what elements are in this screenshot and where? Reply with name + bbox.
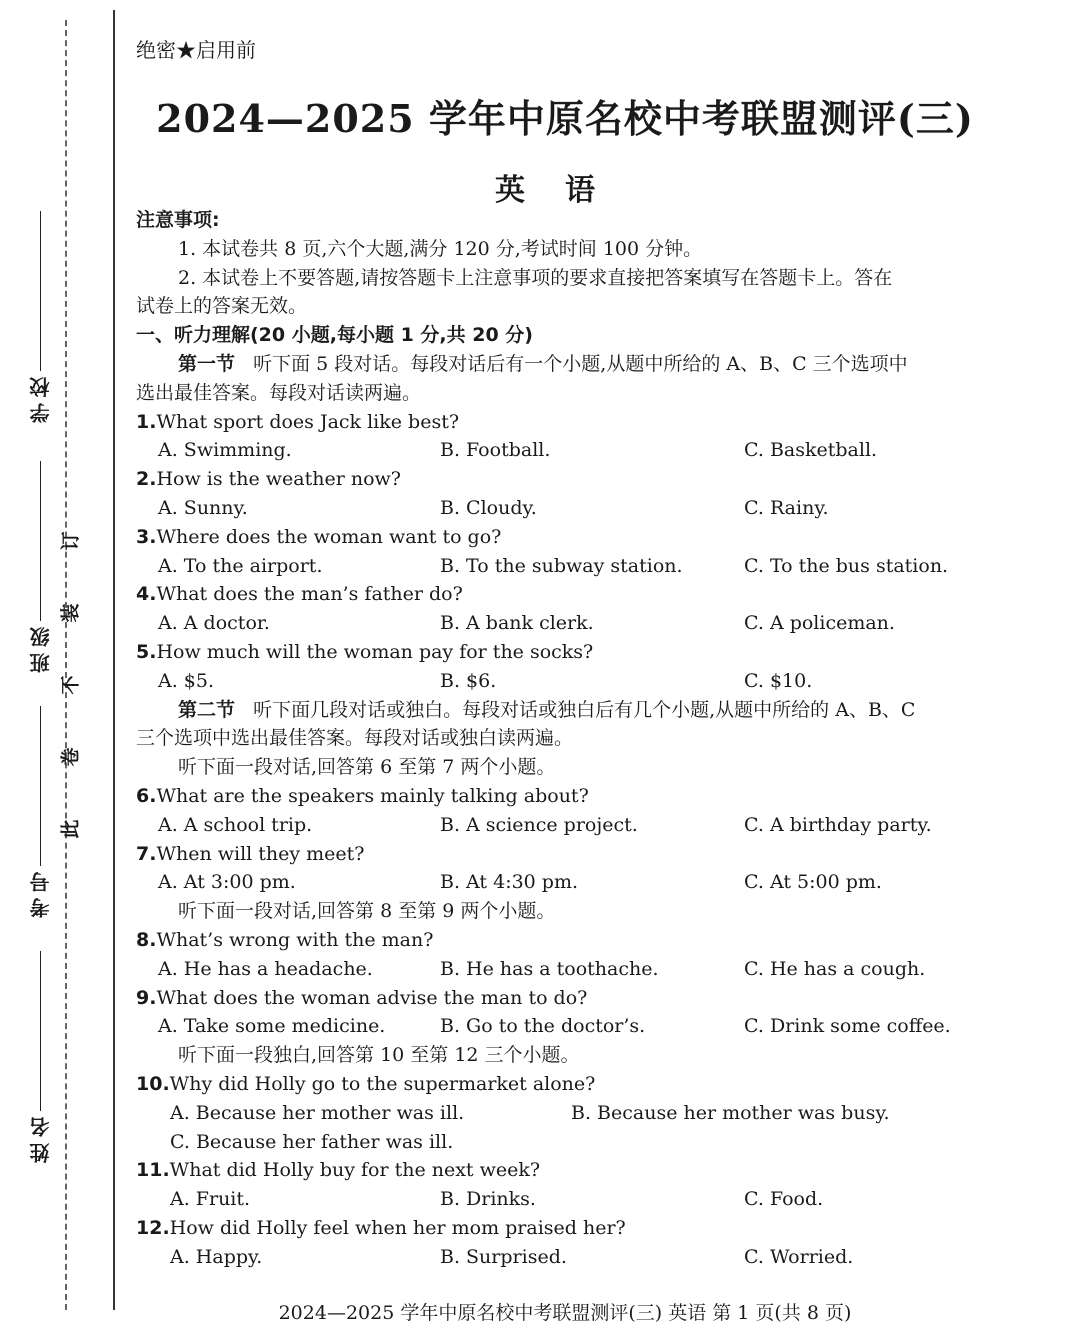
options-row xyxy=(136,811,1002,840)
option-b: B. To the subway station. xyxy=(440,554,683,577)
question-text: How is the weather now? xyxy=(156,468,401,491)
binding-char: 订 xyxy=(59,531,82,551)
option-b: B. At 4:30 pm. xyxy=(440,871,579,894)
question xyxy=(136,1214,1002,1243)
question-number: 5. xyxy=(136,640,157,663)
option-a: A. Fruit. xyxy=(170,1188,251,1211)
subject-title: 英语 xyxy=(495,173,635,208)
option-c: C. $10. xyxy=(744,669,813,692)
option-a: A. A doctor. xyxy=(158,612,270,635)
option-a: A. Take some medicine. xyxy=(158,1015,386,1038)
exam-title: 2024—2025 学年中原名校中考联盟测评(三) xyxy=(156,96,974,141)
option-c: C. At 5:00 pm. xyxy=(744,871,882,894)
option-b: B. A bank clerk. xyxy=(440,612,594,635)
question-number: 8. xyxy=(136,928,157,951)
question-number: 9. xyxy=(136,986,157,1009)
option-c: C. A birthday party. xyxy=(744,813,932,836)
binding-char: 此 xyxy=(59,819,82,839)
option-b: B. Surprised. xyxy=(440,1245,567,1268)
question-number: 1. xyxy=(136,410,157,433)
options-row xyxy=(136,1128,1002,1157)
question-number: 10. xyxy=(136,1072,170,1095)
option-c: C. Because her father was ill. xyxy=(170,1130,454,1153)
question xyxy=(136,984,1002,1013)
question xyxy=(136,782,1002,811)
option-b: B. $6. xyxy=(440,669,497,692)
class-field xyxy=(28,455,53,673)
question-number: 12. xyxy=(136,1216,170,1239)
question-text: What does the woman advise the man to do? xyxy=(156,986,588,1009)
option-a: A. He has a headache. xyxy=(158,957,373,980)
part-instruction xyxy=(136,350,1002,379)
question-number: 2. xyxy=(136,468,157,491)
exam-number-blank xyxy=(40,706,41,866)
monologue-intro: 听下面一段独白,回答第 10 至第 12 三个小题。 xyxy=(178,1044,580,1067)
question-text: Where does the woman want to go? xyxy=(156,525,502,548)
question-text: What does the man’s father do? xyxy=(156,583,463,606)
question-text: What sport does Jack like best? xyxy=(156,410,460,433)
part-text: 听下面 5 段对话。每段对话后有一个小题,从题中所给的 A、B、C 三个选项中 xyxy=(253,352,908,375)
options-row xyxy=(136,1185,1002,1214)
binding-char: 卷 xyxy=(59,747,82,767)
option-a: A. Happy. xyxy=(170,1245,263,1268)
question xyxy=(136,840,1002,869)
question-number: 3. xyxy=(136,525,157,548)
binding-warning xyxy=(59,505,101,865)
option-a: A. $5. xyxy=(158,669,215,692)
exam-number-label: 考号 xyxy=(28,866,53,918)
question-text: Why did Holly go to the supermarket alone? xyxy=(169,1072,596,1095)
option-c: C. To the bus station. xyxy=(744,554,949,577)
options-row xyxy=(136,494,1002,523)
question xyxy=(136,523,1002,552)
name-label: 姓名 xyxy=(28,1111,53,1163)
option-b: B. Go to the doctor’s. xyxy=(440,1015,646,1038)
class-blank xyxy=(40,461,41,621)
question xyxy=(136,465,1002,494)
part-text: 听下面几段对话或独白。每段对话或独白后有几个小题,从题中所给的 A、B、C xyxy=(253,698,916,721)
part-instruction xyxy=(136,696,1002,725)
question-text: What did Holly buy for the next week? xyxy=(169,1159,541,1182)
exam-number-field xyxy=(28,700,53,918)
question-text: When will they meet? xyxy=(156,842,365,865)
option-b: B. Drinks. xyxy=(440,1188,536,1211)
option-b: B. Because her mother was busy. xyxy=(571,1101,890,1124)
option-b: B. A science project. xyxy=(440,813,638,836)
question-number: 4. xyxy=(136,583,157,606)
name-field xyxy=(28,945,53,1163)
question-number: 11. xyxy=(136,1159,170,1182)
options-row xyxy=(136,868,1002,897)
options-row xyxy=(136,552,1002,581)
note-item: 2. 本试卷上不要答题,请按答题卡上注意事项的要求直接把答案填写在答题卡上。答在 xyxy=(178,266,893,289)
option-c: C. He has a cough. xyxy=(744,957,926,980)
binding-char: 装 xyxy=(59,603,82,623)
option-c: C. Basketball. xyxy=(744,439,878,462)
option-a: A. To the airport. xyxy=(158,554,323,577)
options-row xyxy=(136,955,1002,984)
binding-dashed-line xyxy=(65,20,67,1310)
part-label: 第一节 xyxy=(178,352,236,375)
binding-char: 不 xyxy=(59,675,82,695)
school-field xyxy=(28,205,53,423)
question xyxy=(136,1156,1002,1185)
dialogue-intro: 听下面一段对话,回答第 8 至第 9 两个小题。 xyxy=(178,900,556,923)
name-blank xyxy=(40,951,41,1111)
note-item: 1. 本试卷共 8 页,六个大题,满分 120 分,考试时间 100 分钟。 xyxy=(178,237,703,260)
option-b: B. He has a toothache. xyxy=(440,957,659,980)
options-row xyxy=(136,1243,1002,1272)
options-row xyxy=(136,436,1002,465)
question-text: How did Holly feel when her mom praised her? xyxy=(169,1216,626,1239)
question-text: How much will the woman pay for the socks? xyxy=(156,640,594,663)
exam-content xyxy=(136,206,1002,1271)
question xyxy=(136,926,1002,955)
class-label: 班级 xyxy=(28,621,53,673)
confidential-mark: 绝密★启用前 xyxy=(136,38,256,62)
options-row xyxy=(136,667,1002,696)
option-c: C. Drink some coffee. xyxy=(744,1015,951,1038)
option-a: A. Swimming. xyxy=(158,439,292,462)
options-row xyxy=(136,1012,1002,1041)
option-c: C. Worried. xyxy=(744,1245,854,1268)
question xyxy=(136,1070,1002,1099)
option-c: C. Rainy. xyxy=(744,496,829,519)
option-a: A. A school trip. xyxy=(158,813,313,836)
options-row xyxy=(136,609,1002,638)
option-b: B. Cloudy. xyxy=(440,496,537,519)
section-heading: 一、听力理解(20 小题,每小题 1 分,共 20 分) xyxy=(136,324,533,347)
option-b: B. Football. xyxy=(440,439,551,462)
part-instruction-cont: 选出最佳答案。每段对话读两遍。 xyxy=(136,381,422,404)
part-instruction-cont: 三个选项中选出最佳答案。每段对话或独白读两遍。 xyxy=(136,727,574,750)
options-row xyxy=(136,1099,1002,1128)
school-blank xyxy=(40,211,41,371)
option-a: A. Because her mother was ill. xyxy=(170,1101,465,1124)
page-footer: 2024—2025 学年中原名校中考联盟测评(三) 英语 第 1 页(共 8 页) xyxy=(278,1302,852,1324)
question-text: What are the speakers mainly talking about? xyxy=(156,784,589,807)
option-c: C. Food. xyxy=(744,1188,824,1211)
option-a: A. Sunny. xyxy=(158,496,248,519)
question-number: 6. xyxy=(136,784,157,807)
dialogue-intro: 听下面一段对话,回答第 6 至第 7 两个小题。 xyxy=(178,756,556,779)
question-text: What’s wrong with the man? xyxy=(156,928,434,951)
question xyxy=(136,580,1002,609)
question xyxy=(136,408,1002,437)
part-label: 第二节 xyxy=(178,698,236,721)
question xyxy=(136,638,1002,667)
option-a: A. At 3:00 pm. xyxy=(158,871,296,894)
notes-heading: 注意事项: xyxy=(136,209,220,231)
question-number: 7. xyxy=(136,842,157,865)
option-c: C. A policeman. xyxy=(744,612,895,635)
note-item-cont: 试卷上的答案无效。 xyxy=(136,295,308,318)
school-label: 学校 xyxy=(28,371,53,423)
